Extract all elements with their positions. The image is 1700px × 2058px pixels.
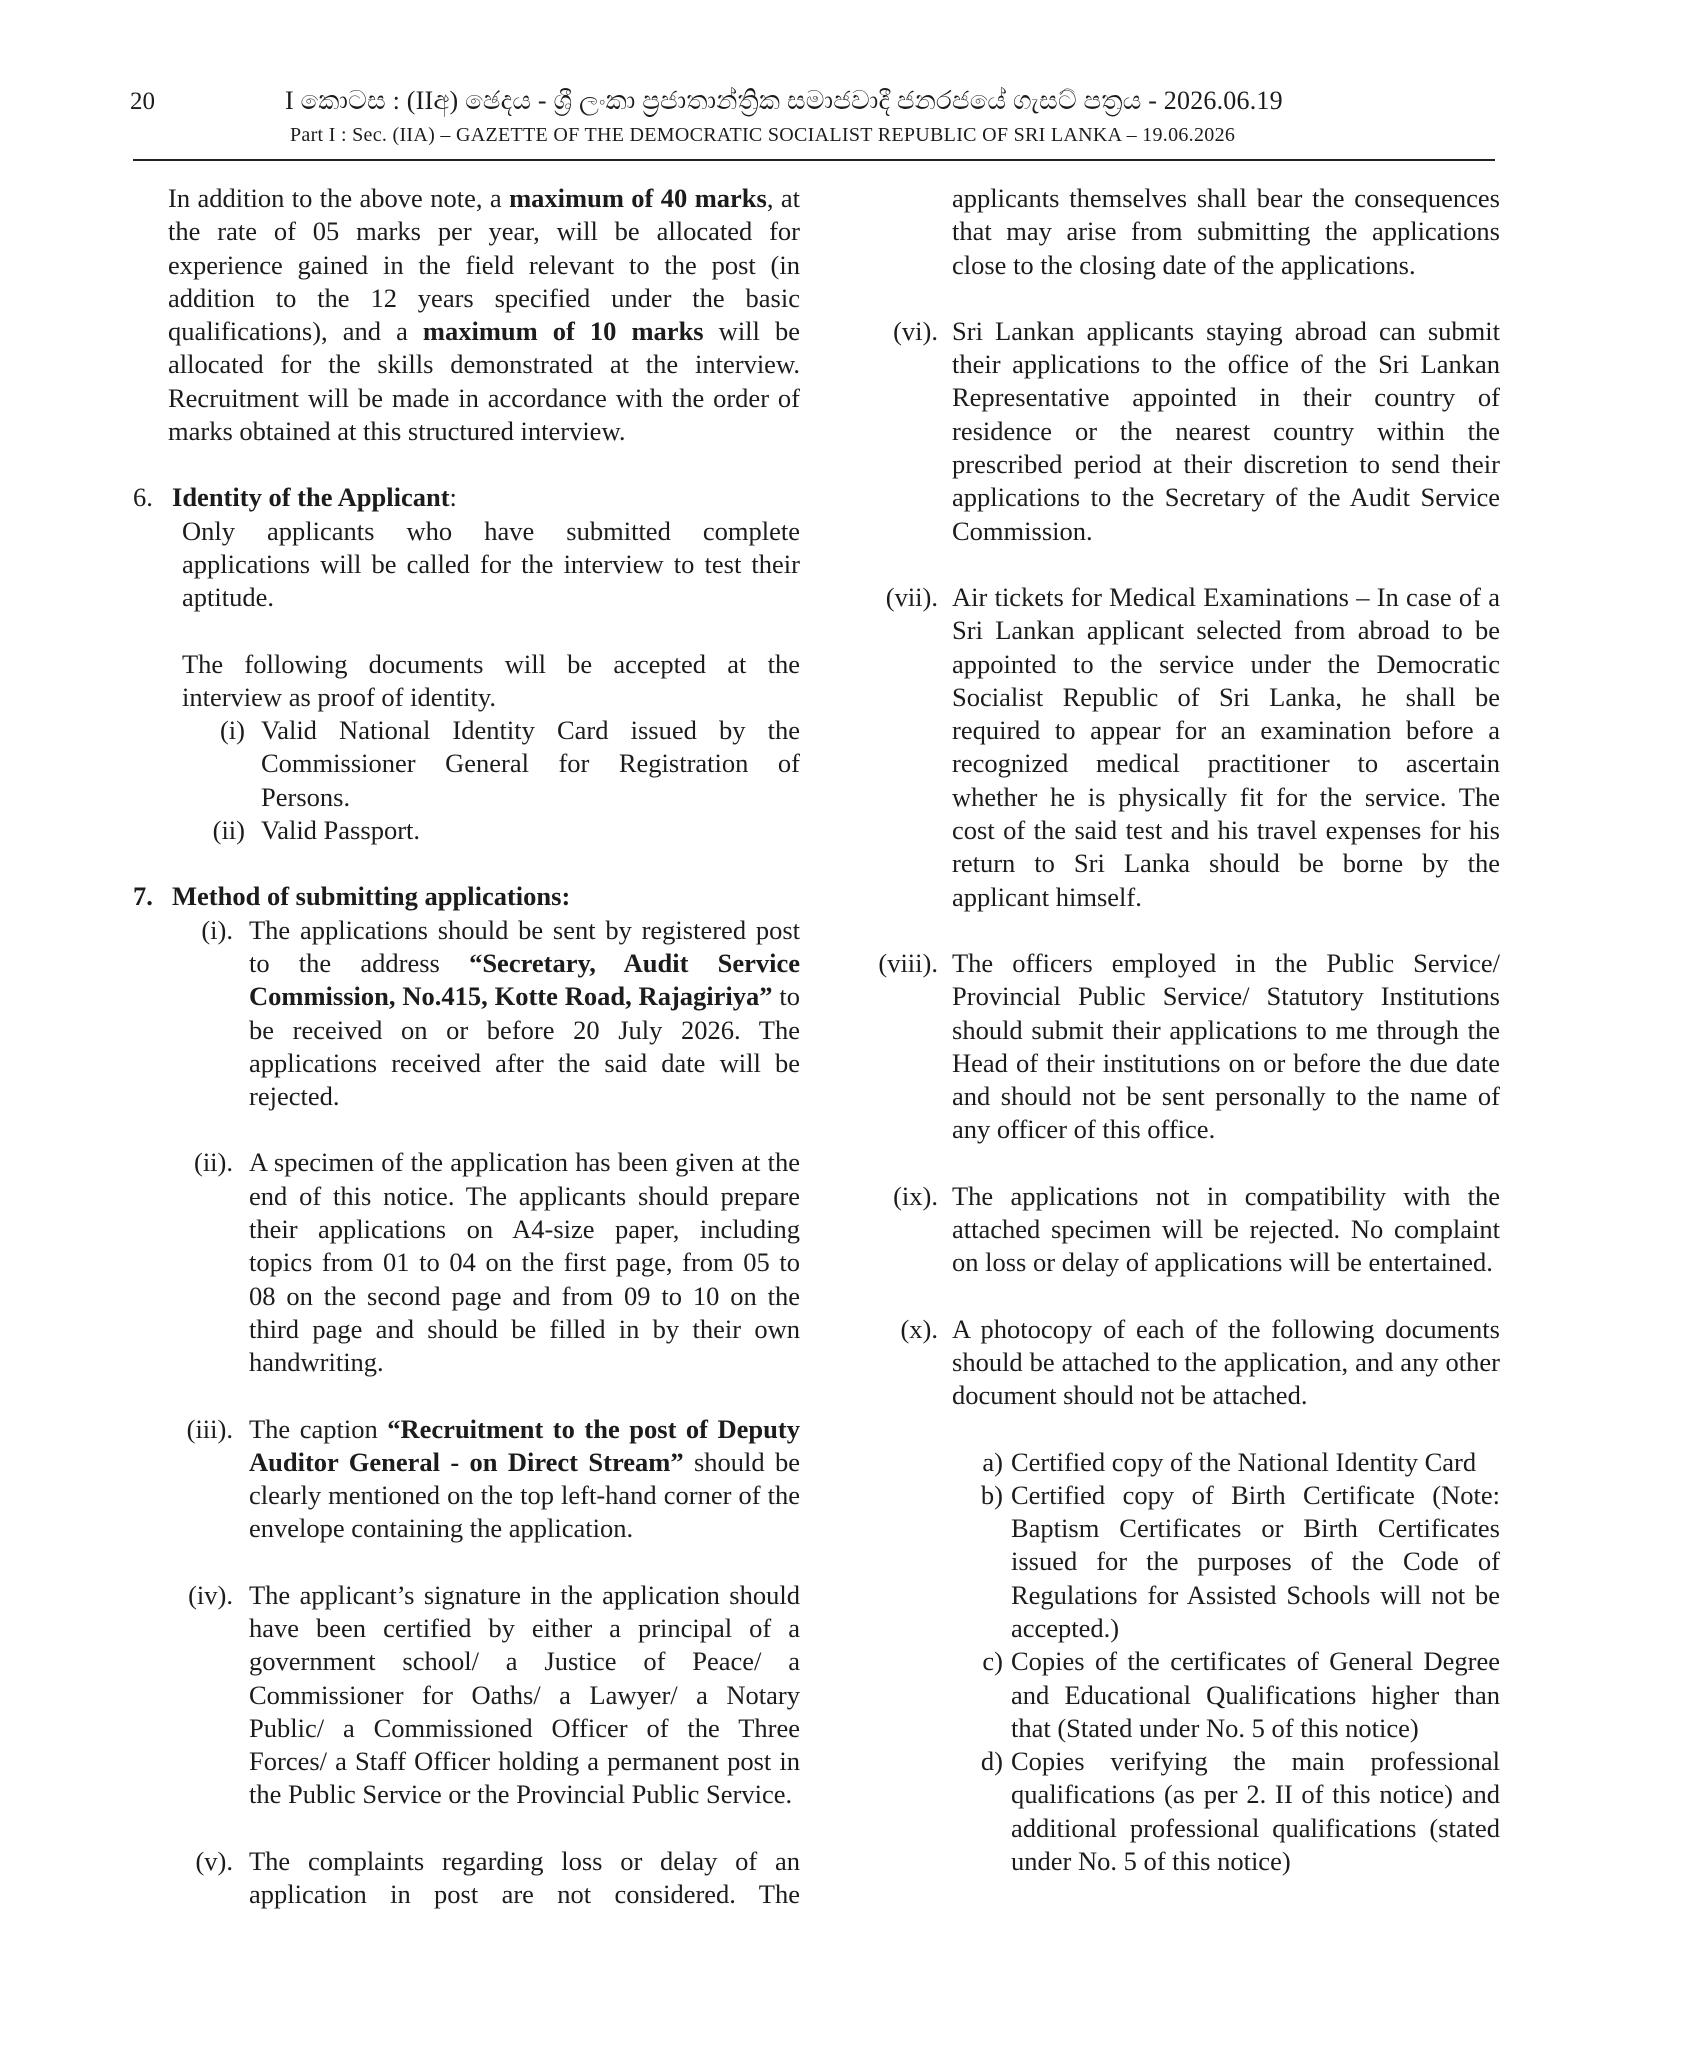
right-column [865,182,1500,1878]
identity-document-item: (ii) Valid Passport. [212,815,420,846]
submission-item-viii: (viii). The officers employed in the Public Service/ Provincial Public Service/ Statutory Institutions should submit their applications to me through the Head of their institutions on or before the due date and should not be sent personally to the name of any officer of this office. [878,947,1500,1145]
header-divider [133,159,1495,161]
submission-item-vi: (vi). Sri Lankan applicants staying abroad can submit their applications to the office of the Sri Lankan Representative appointed in their country of residence or the nearest country within the prescribed period at their discretion to send their applications to the Secretary of the Audit Service Commission. [893,315,1500,546]
header-english-title: Part I : Sec. (IIA) – GAZETTE OF THE DEMOCRATIC SOCIALIST REPUBLIC OF SRI LANKA – 19.06.2026 [290,124,1236,146]
identity-document-item: (i) Valid National Identity Card issued by the Commissioner General for Registration of Persons. [219,715,800,812]
page-number: 20 [130,88,155,115]
section-6-heading: Identity of the Applicant: [172,482,457,513]
section-6-paragraph-2: The following documents will be accepted at the interview as proof of identity. [182,648,800,712]
attachment-item: d) Copies verifying the main professional qualifications (as per 2. II of this notice) and additional professional qualifications (stated under No. 5 of this notice) [980,1746,1500,1877]
attachment-item: a) Certified copy of the National Identity Card [982,1446,1477,1477]
section-7-heading: Method of submitting applications: [172,881,571,912]
section-7-number: 7. [133,881,153,912]
section-7 [133,880,800,1911]
marks-paragraph: In addition to the above note, a maximum of 40 marks, at the rate of 05 marks per year, will be allocated for experience gained in the field relevant to the post (in addition to the 12 years specified under the basic qualifications), and a maximum of 10 marks will be allocated for the skills demonstrated at the interview. Recruitment will be made in accordance with the order of marks obtained at this structured interview. [168,183,800,447]
submission-item-x: (x). A photocopy of each of the following documents should be attached to the application, and any other document should not be attached. [900,1313,1500,1411]
attachment-item: c) Copies of the certificates of General Degree and Educational Qualifications higher than that (Stated under No. 5 of this notice) [982,1646,1500,1743]
submission-item-i: (i). The applications should be sent by registered post to the address “Secretary, Audit Service Commission, No.415, Kotte Road, Rajagiriya” to be received on or before 20 July 2026. The applications received after the said date will be rejected. [201,914,800,1112]
submission-item-v: (v). The complaints regarding loss or delay of an application in post are not considered. The [195,1845,800,1910]
submission-item-ii: (ii). A specimen of the application has been given at the end of this notice. The applicants should prepare their applications on A4-size paper, including topics from 01 to 04 on the first page, from 05 to 08 on the second page and from 09 to 10 on the third page and should be filled in by their own handwriting. [194,1147,800,1378]
left-column [133,182,800,1911]
submission-item-iv: (iv). The applicant’s signature in the application should have been certified by either a principal of a government school/ a Justice of Peace/ a Commissioner for Oaths/ a Lawyer/ a Notary Public/ a Commissioned Officer of the Three Forces/ a Staff Officer holding a permanent post in the Public Service or the Provincial Public Service. [188,1579,800,1810]
section-6-paragraph-1: Only applicants who have submitted complete applications will be called for the interview to test their aptitude. [182,515,800,613]
submission-item-iii: (iii). The caption “Recruitment to the post of Deputy Auditor General - on Direct Stream” should be clearly mentioned on the top left-hand corner of the envelope containing the application. [186,1413,801,1544]
submission-item-vii: (vii). Air tickets for Medical Examinations – In case of a Sri Lankan applicant selected from abroad to be appointed to the service under the Democratic Socialist Republic of Sri Lanka, he shall be required to appear for an examination before a recognized medical practitioner to ascertain whether he is physically fit for the service. The cost of the said test and his travel expenses for his return to Sri Lanka should be borne by the applicant himself. [885,581,1500,912]
attachment-item: b) Certified copy of Birth Certificate (Note: Baptism Certificates or Birth Certificates issued for the purposes of the Code of Regulations for Assisted Schools will not be accepted.) [980,1479,1500,1643]
submission-item-ix: (ix). The applications not in compatibility with the attached specimen will be rejected. No complaint on loss or delay of applications will be entertained. [893,1180,1500,1278]
section-6 [133,481,800,847]
submission-item-v-continued: applicants themselves shall bear the consequences that may arise from submitting the applications close to the closing date of the applications. [952,183,1500,280]
header-sinhala-title: I කොටස : (IIඅ) ඡෙදය - ශ්‍රී ලංකා ප්‍රජාතාන්ත්‍රික සමාජවාදී ජනරජයේ ගැසට් පත්‍රය - 2026.06.19 [285,86,1283,115]
section-6-number: 6. [133,482,153,513]
